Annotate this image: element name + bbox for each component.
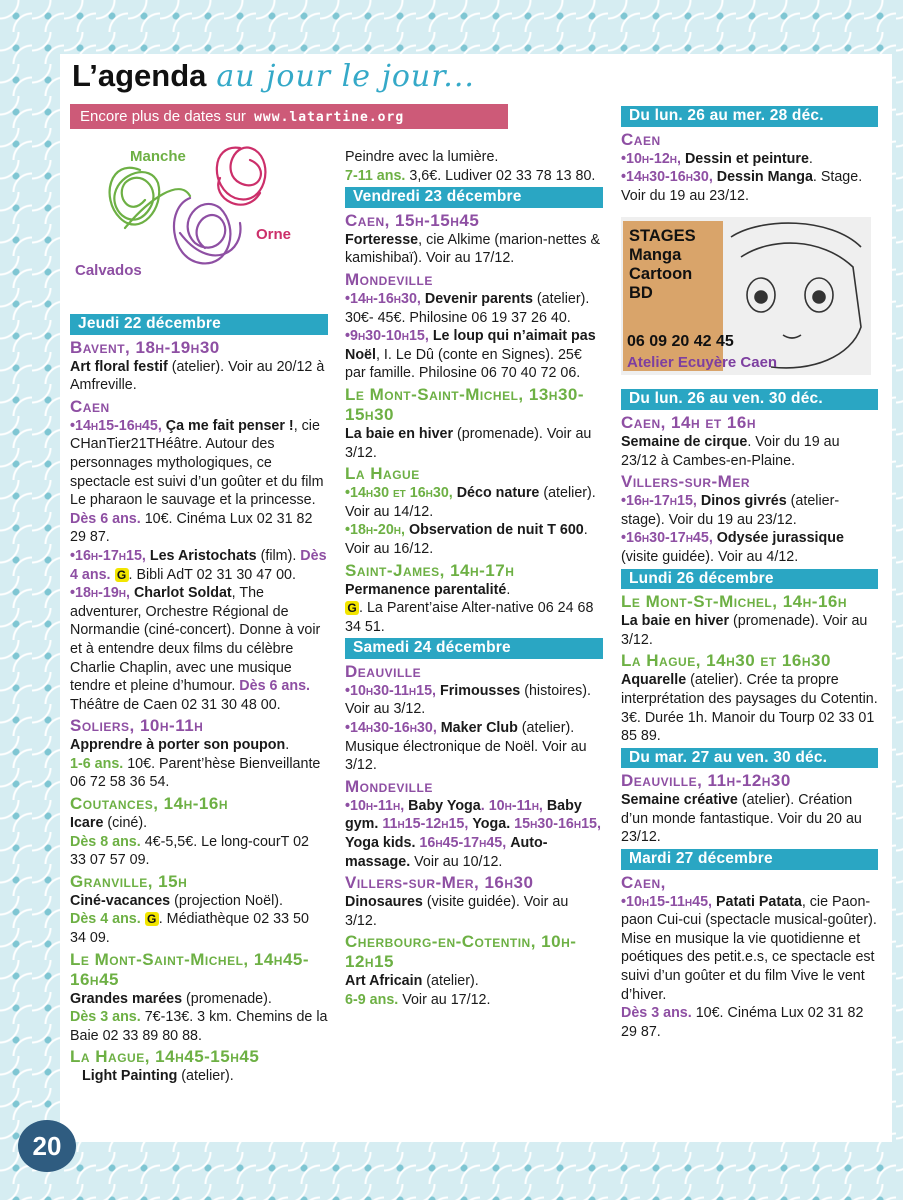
place-cherbourg: Cherbourg-en-Cotentin, 10h-12h15	[345, 932, 577, 972]
event-semaine-creative: Semaine créative (atelier). Création d’un monde fantastique. Voir du 20 au 23/12.	[621, 792, 862, 846]
banner-text: Encore plus de dates sur	[80, 108, 246, 125]
banner-url-link[interactable]: www.latartine.org	[254, 110, 405, 125]
column-2	[345, 148, 603, 1010]
event-light-painting: Light Painting (atelier).	[82, 1068, 234, 1085]
event-baie-hiver: La baie en hiver (promenade). Voir au 3/12.	[345, 425, 592, 461]
page-title	[72, 58, 475, 94]
place-bavent: Bavent, 18h-19h30	[70, 337, 220, 357]
map-label-calvados: Calvados	[75, 262, 142, 279]
event-dessin-manga: •14h30-16h30, Dessin Manga. Stage. Voir du 19 au 23/12.	[621, 169, 863, 204]
ad-location: Atelier Ecuyère Caen	[627, 354, 778, 372]
event-aristochats: •16h-17h15, Les Aristochats (film). Dès 4 ans. G . Bibli AdT 02 31 30 47 00.	[70, 547, 327, 583]
place-saint-james: Saint-James, 14h-17h	[345, 560, 515, 580]
place-caen: Caen, 14h et 16h	[621, 412, 756, 432]
place-granville: Granville, 15h	[70, 871, 188, 891]
event-peindre-lumiere: Peindre avec la lumière. 7-11 ans. 3,6€. Ludiver 02 33 78 13 80.	[345, 149, 596, 184]
day-header-samedi-24: Samedi 24 décembre	[345, 638, 603, 659]
event-art-floral: Art floral festif (atelier). Voir au 20/12 à Amfreville.	[70, 358, 325, 394]
event-dessin-peinture: •10h-12h, Dessin et peinture.	[621, 150, 813, 167]
event-aquarelle: Aquarelle (atelier). Crée ta propre interprétation des paysages du Cotentin. 3€. Durée 1h. Manoir du Tourp 02 33 01 85 89.	[621, 672, 878, 745]
day-header-vendredi-23: Vendredi 23 décembre	[345, 187, 603, 208]
page-number: 20	[18, 1120, 76, 1172]
event-dinos-givres: •16h-17h15, Dinos givrés (atelier-stage). Voir du 19 au 23/12.	[621, 493, 840, 528]
map-label-manche: Manche	[130, 148, 186, 165]
event-charlot-soldat: •18h-19h, Charlot Soldat, The adventurer, Orchestre Régional de Normandie (ciné-concert). Donne à voir et à entendre deux films du célèbre Charlie Chaplin, avec une musique tendre et pleine d’humour. Dès 6 ans. Théâtre de Caen 02 31 30 48 00.	[70, 585, 321, 713]
event-dinosaures: Dinosaures (visite guidée). Voir au 3/12.	[345, 894, 569, 929]
column-3	[621, 104, 878, 1041]
event-grandes-marees: Grandes marées (promenade). Dès 3 ans. 7€-13€. 3 km. Chemins de la Baie 02 33 89 80 88.	[70, 990, 328, 1044]
place-la-hague: La Hague, 14h30 et 16h30	[621, 651, 831, 671]
place-caen: Caen	[621, 129, 661, 149]
place-deauville: Deauville	[345, 661, 422, 681]
column-1	[70, 312, 328, 1086]
ad-phone: 06 09 20 42 45	[627, 333, 734, 351]
event-permanence-parentalite: Permanence parentalité. G . La Parent’aise Alter-native 06 24 68 34 51.	[345, 581, 594, 635]
event-porter-poupon: Apprendre à porter son poupon. 1-6 ans. 10€. Parent’hèse Bienveillante 06 72 58 36 54.	[70, 737, 321, 791]
region-map-illustration	[70, 138, 320, 288]
day-header-lundi-26: Lundi 26 décembre	[621, 569, 878, 590]
place-deauville: Deauville, 11h-12h30	[621, 771, 791, 791]
event-deco-nature: •14h30 et 16h30, Déco nature (atelier). Voir au 14/12.	[345, 485, 596, 520]
event-loup-noel: •9h30-10h15, Le loup qui n’aimait pas Noël, I. Le Dû (conte en Signes). 25€ par famille. Philosine 06 70 40 72 06.	[345, 328, 596, 382]
place-caen: Caen,	[621, 872, 666, 892]
place-mont-saint-michel: Le Mont-Saint-Michel, 13h30-15h30	[345, 384, 585, 424]
event-art-africain: Art Africain (atelier). 6-9 ans. Voir au 17/12.	[345, 973, 491, 1008]
event-ca-me-fait-penser: •14h15-16h45, Ça me fait penser !, cie CHanTier21THéâtre. Autour des personnages mythologiques, ce spectacle est suivi d’un goûter et du film Le pharaon le sauvage et la princesse. Dès 6 ans. 10€. Cinéma Lux 02 31 82 29 87.	[70, 417, 324, 546]
place-soliers: Soliers, 10h-11h	[70, 716, 204, 736]
place-villers-sur-mer: Villers-sur-Mer	[621, 472, 750, 492]
place-mont-saint-michel: Le Mont-Saint-Michel, 14h45-16h45	[70, 949, 310, 989]
day-header-lun-26-mer-28: Du lun. 26 au mer. 28 déc.	[621, 106, 878, 127]
website-banner	[70, 104, 508, 129]
place-coutances: Coutances, 14h-16h	[70, 794, 228, 814]
place-la-hague: La Hague, 14h45-15h45	[70, 1047, 260, 1067]
place-mondeville: Mondeville	[345, 269, 433, 289]
day-header-lun-26-ven-30: Du lun. 26 au ven. 30 déc.	[621, 389, 878, 410]
event-forteresse: Forteresse, cie Alkime (marion-nettes & kamishibaï). Voir au 17/12.	[345, 231, 601, 267]
event-cine-vacances: Ciné-vacances (projection Noël). Dès 4 ans. G . Médiathèque 02 33 50 34 09.	[70, 892, 309, 947]
place-la-hague: La Hague	[345, 464, 420, 484]
event-devenir-parents: •14h-16h30, Devenir parents (atelier). 30€- 45€. Philosine 06 19 37 26 40.	[345, 290, 590, 326]
free-badge: G	[145, 912, 159, 926]
event-odysee-jurassique: •16h30-17h45, Odysée jurassique (visite guidée). Voir au 4/12.	[621, 530, 844, 565]
place-caen: Caen	[70, 396, 110, 416]
map-label-orne: Orne	[256, 226, 292, 243]
free-badge: G	[115, 568, 129, 582]
place-mondeville: Mondeville	[345, 776, 433, 796]
ad-stages-text: STAGES Manga Cartoon BD	[629, 227, 696, 303]
day-header-mar-27-ven-30: Du mar. 27 au ven. 30 déc.	[621, 748, 878, 769]
event-yoga-series: •10h-11h, Baby Yoga. 10h-11h, Baby gym. 11h15-12h15, Yoga. 15h30-16h15, Yoga kids. 16h45-17h45, Auto-massage. Voir au 10/12.	[345, 797, 601, 870]
event-icare: Icare (ciné). Dès 8 ans. 4€-5,5€. Le long-courT 02 33 07 57 09.	[70, 815, 309, 869]
title-main: L’agenda	[72, 58, 207, 93]
event-baie-hiver: La baie en hiver (promenade). Voir au 3/12.	[621, 613, 868, 648]
place-mont-st-michel: Le Mont-St-Michel, 14h-16h	[621, 592, 848, 612]
day-header-jeudi-22: Jeudi 22 décembre	[70, 314, 328, 335]
free-badge: G	[345, 601, 359, 615]
event-frimousses: •10h30-11h15, Frimousses (histoires). Voir au 3/12.	[345, 682, 591, 718]
place-caen: Caen, 15h-15h45	[345, 210, 480, 230]
manga-stage-ad	[621, 217, 871, 375]
place-villers-sur-mer: Villers-sur-Mer, 16h30	[345, 873, 534, 893]
event-maker-club: •14h30-16h30, Maker Club (atelier). Musique électronique de Noël. Voir au 3/12.	[345, 720, 587, 774]
event-observation-nuit: •18h-20h, Observation de nuit T 600. Voir au 16/12.	[345, 522, 588, 557]
event-patati-patata: •10h15-11h45, Patati Patata, cie Paon-paon Cui-cui (spectacle musical-goûter). Mise en musique la vie quotidienne et poétiques des petit.e.s, ce spectacle est suivi d’un goûter et du film Vive le vent d’hiver. Dès 3 ans. 10€. Cinéma Lux 02 31 82 29 87.	[621, 893, 877, 1040]
title-script: au jour le jour...	[216, 59, 475, 94]
day-header-mardi-27: Mardi 27 décembre	[621, 849, 878, 870]
event-semaine-cirque: Semaine de cirque. Voir du 19 au 23/12 à Cambes-en-Plaine.	[621, 433, 840, 469]
